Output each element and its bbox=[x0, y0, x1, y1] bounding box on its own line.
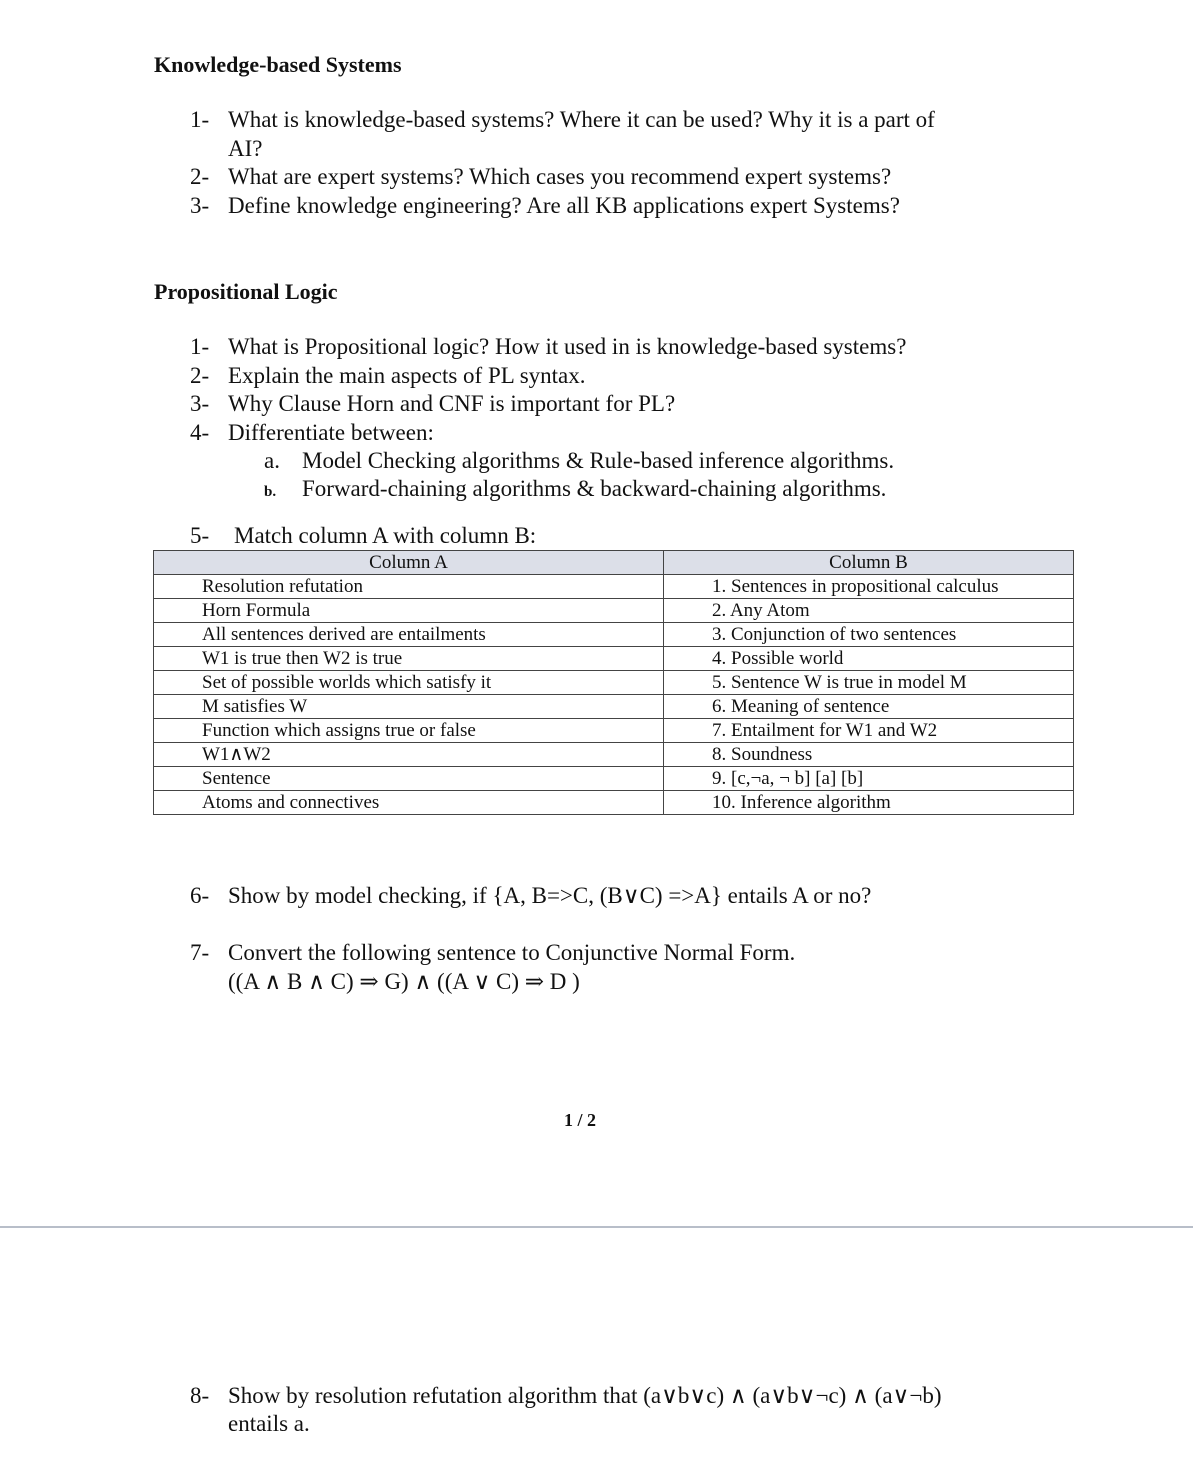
question-text: Differentiate between: bbox=[228, 420, 434, 445]
question-text: What are expert systems? Which cases you recommend expert systems? bbox=[228, 164, 892, 189]
column-a-cell: Horn Formula bbox=[154, 599, 664, 623]
table-row bbox=[154, 671, 1074, 695]
question-text: What is Propositional logic? How it used in is knowledge-based systems? bbox=[228, 334, 907, 359]
question-text: Explain the main aspects of PL syntax. bbox=[228, 363, 586, 388]
table-header-row bbox=[154, 551, 1074, 575]
column-a-cell: W1∧W2 bbox=[154, 743, 664, 767]
question-number: 3- bbox=[190, 391, 210, 416]
question-text: AI? bbox=[228, 136, 263, 161]
column-b-cell: 9. [c,¬a, ¬ b] [a] [b] bbox=[664, 767, 1074, 791]
matching-table bbox=[153, 550, 1074, 815]
question-text: Match column A with column B: bbox=[234, 523, 537, 548]
column-b-cell: 1. Sentences in propositional calculus bbox=[664, 575, 1074, 599]
column-a-cell: Function which assigns true or false bbox=[154, 719, 664, 743]
sub-item-letter: a. bbox=[264, 448, 280, 473]
question-text: Show by model checking, if {A, B=>C, (B∨C) =>A} entails A or no? bbox=[228, 883, 872, 908]
column-b-cell: 4. Possible world bbox=[664, 647, 1074, 671]
column-a-cell: M satisfies W bbox=[154, 695, 664, 719]
page-number: 1 / 2 bbox=[563, 1110, 596, 1130]
sub-item-text: Forward-chaining algorithms & backward-chaining algorithms. bbox=[302, 476, 887, 501]
column-a-cell: Resolution refutation bbox=[154, 575, 664, 599]
sub-item-text: Model Checking algorithms & Rule-based inference algorithms. bbox=[302, 448, 895, 473]
table-row bbox=[154, 623, 1074, 647]
column-b-cell: 2. Any Atom bbox=[664, 599, 1074, 623]
question-number: 6- bbox=[190, 883, 210, 908]
section-title-knowledge-based-systems: Knowledge-based Systems bbox=[154, 52, 402, 77]
question-number: 5- bbox=[190, 523, 210, 548]
section-title-propositional-logic: Propositional Logic bbox=[154, 279, 338, 304]
question-text: Why Clause Horn and CNF is important for PL? bbox=[228, 391, 676, 416]
question-text: Convert the following sentence to Conjunctive Normal Form. bbox=[228, 940, 796, 965]
sub-item-letter: b. bbox=[264, 484, 277, 500]
question-text: entails a. bbox=[228, 1411, 310, 1436]
table-row bbox=[154, 647, 1074, 671]
question-number: 2- bbox=[190, 164, 210, 189]
table-row bbox=[154, 767, 1074, 791]
question-number: 1- bbox=[190, 107, 210, 132]
column-a-cell: Set of possible worlds which satisfy it bbox=[154, 671, 664, 695]
table-row bbox=[154, 695, 1074, 719]
column-a-cell: All sentences derived are entailments bbox=[154, 623, 664, 647]
column-b-cell: 8. Soundness bbox=[664, 743, 1074, 767]
question-number: 1- bbox=[190, 334, 210, 359]
question-number: 3- bbox=[190, 193, 210, 218]
question-text: What is knowledge-based systems? Where it can be used? Why it is a part of bbox=[228, 107, 935, 132]
question-number: 2- bbox=[190, 363, 210, 388]
column-a-cell: Atoms and connectives bbox=[154, 791, 664, 815]
column-a-header: Column A bbox=[154, 551, 664, 575]
table-row bbox=[154, 719, 1074, 743]
column-b-cell: 3. Conjunction of two sentences bbox=[664, 623, 1074, 647]
column-b-cell: 5. Sentence W is true in model M bbox=[664, 671, 1074, 695]
question-number: 8- bbox=[190, 1383, 210, 1408]
question-text: Show by resolution refutation algorithm that (a∨b∨c) ∧ (a∨b∨¬c) ∧ (a∨¬b) bbox=[228, 1383, 942, 1408]
question-number: 7- bbox=[190, 940, 210, 965]
column-b-cell: 10. Inference algorithm bbox=[664, 791, 1074, 815]
column-a-cell: Sentence bbox=[154, 767, 664, 791]
question-text: Define knowledge engineering? Are all KB applications expert Systems? bbox=[228, 193, 900, 218]
question-number: 4- bbox=[190, 420, 210, 445]
column-b-cell: 6. Meaning of sentence bbox=[664, 695, 1074, 719]
table-row bbox=[154, 743, 1074, 767]
formula-text: ((A ∧ B ∧ C) ⇒ G) ∧ ((A ∨ C) ⇒ D ) bbox=[228, 969, 580, 994]
table-row bbox=[154, 791, 1074, 815]
column-b-cell: 7. Entailment for W1 and W2 bbox=[664, 719, 1074, 743]
column-a-cell: W1 is true then W2 is true bbox=[154, 647, 664, 671]
column-b-header: Column B bbox=[664, 551, 1074, 575]
page-divider bbox=[0, 1226, 1193, 1228]
table-row bbox=[154, 575, 1074, 599]
table-row bbox=[154, 599, 1074, 623]
